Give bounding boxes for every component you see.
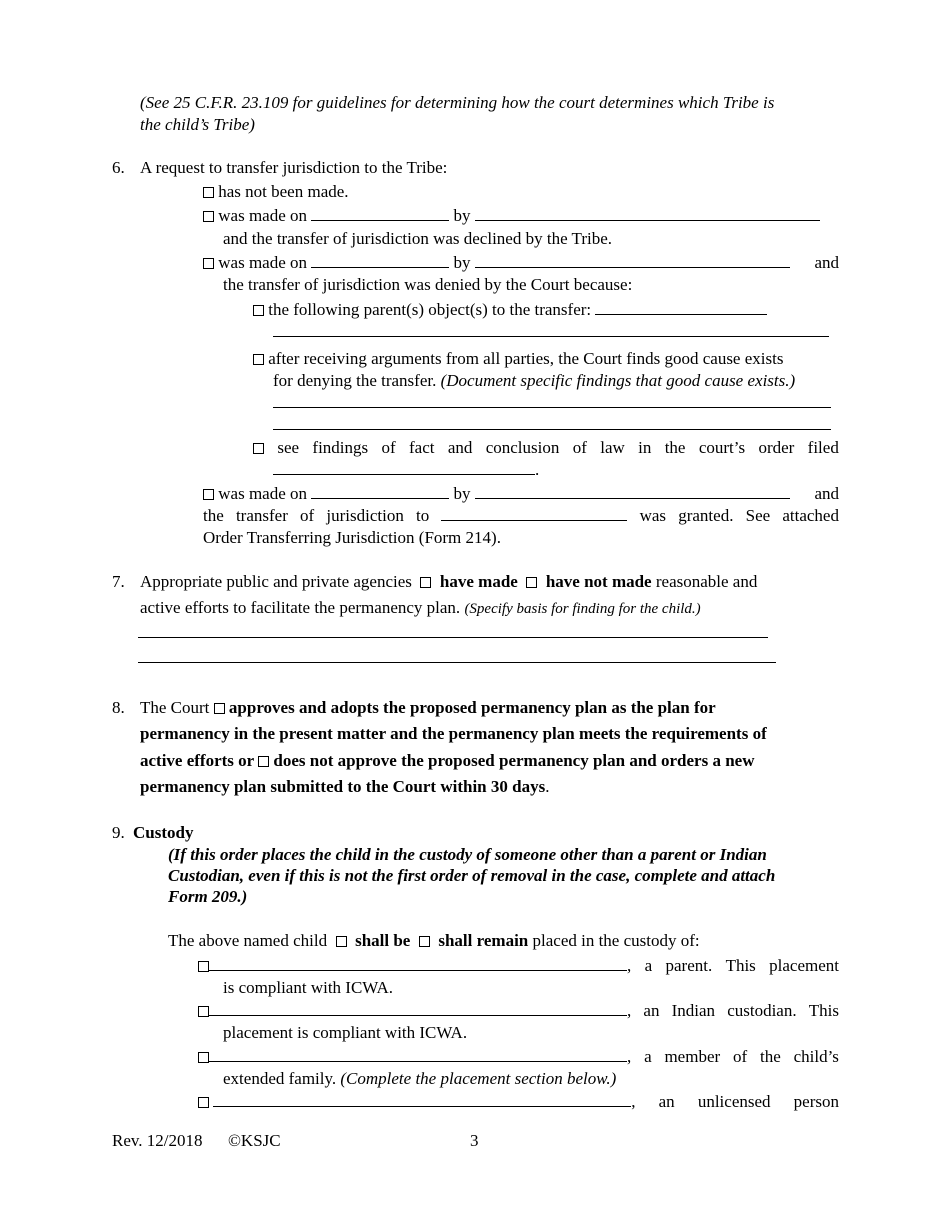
- approves-text: approves and adopts the proposed permanency plan as the plan for: [228, 698, 716, 717]
- parent-object-field[interactable]: [595, 300, 767, 315]
- word: jurisdiction: [326, 506, 404, 525]
- word: granted.: [678, 506, 734, 525]
- blank-line[interactable]: [138, 648, 776, 663]
- shall-be-label: shall be: [355, 931, 411, 950]
- word: person: [793, 1092, 839, 1111]
- option-parent: [198, 956, 839, 976]
- family-line-2-text: extended family.: [223, 1069, 337, 1088]
- word: See: [745, 506, 771, 525]
- was-made-on-label: was made on: [218, 484, 308, 503]
- item-7-text-start: Appropriate public and private agencies: [140, 572, 412, 591]
- period: .: [545, 777, 550, 796]
- word: an: [658, 1092, 675, 1111]
- checkbox-does-not-approve[interactable]: [258, 756, 269, 767]
- checkbox-findings[interactable]: [253, 443, 264, 454]
- have-not-made-label: have not made: [545, 572, 652, 591]
- footer-rev: Rev. 12/2018: [112, 1131, 203, 1150]
- word: Indian: [671, 1001, 716, 1020]
- item-7-field-1: [138, 623, 768, 643]
- word: findings: [312, 438, 369, 457]
- page-number: 3: [470, 1131, 479, 1150]
- checkbox-shall-remain[interactable]: [419, 936, 430, 947]
- family-name-field[interactable]: [209, 1047, 627, 1062]
- checkbox-shall-be[interactable]: [336, 936, 347, 947]
- granted-line-2: [203, 506, 839, 526]
- option-unlicensed: [198, 1092, 839, 1112]
- denied-line-2: the transfer of jurisdiction was denied by the Court because:: [223, 275, 633, 294]
- findings-date-line: [273, 460, 539, 480]
- good-cause-line-2: for denying the transfer.: [273, 371, 437, 390]
- custody-note-3: Form 209.): [168, 887, 248, 906]
- custody-note-1: (If this order places the child in the custody of someone other than a parent or Indian: [168, 845, 767, 864]
- word: a: [644, 1047, 652, 1066]
- checkbox-made-denied[interactable]: [203, 258, 214, 269]
- the-court-label: The Court: [140, 698, 210, 717]
- date-field[interactable]: [311, 253, 449, 268]
- word: court’s: [698, 438, 746, 457]
- word: unlicensed: [697, 1092, 771, 1111]
- word: member: [664, 1047, 721, 1066]
- item-8-line-1: [140, 698, 716, 718]
- item-7-line-2-text: active efforts to facilitate the permanency plan.: [140, 598, 461, 617]
- word: the: [203, 506, 224, 525]
- intro-note-line-2: the child’s Tribe): [140, 115, 255, 134]
- item-8-line-4-text: permanency plan submitted to the Court within 30 days: [140, 777, 546, 796]
- good-cause-field-2: [273, 415, 831, 435]
- by-field[interactable]: [475, 253, 790, 268]
- sub-findings: [253, 438, 839, 458]
- option-not-made: [203, 182, 349, 202]
- checkbox-custodian[interactable]: [198, 1006, 209, 1017]
- checkbox-parent-object[interactable]: [253, 305, 264, 316]
- was-made-on-label: was made on: [218, 206, 308, 225]
- word: of: [300, 506, 315, 525]
- good-cause-field-1: [273, 393, 831, 413]
- word: of: [732, 1047, 748, 1066]
- word: the: [664, 438, 686, 457]
- blank-line[interactable]: [273, 415, 831, 430]
- shall-remain-label: shall remain: [438, 931, 529, 950]
- parent-object-field-line-2: [273, 322, 829, 342]
- comma: ,: [627, 1047, 632, 1066]
- good-cause-line-2-wrap: [273, 371, 795, 391]
- checkbox-have-not-made[interactable]: [526, 577, 537, 588]
- word: conclusion: [485, 438, 560, 457]
- item-7-field-2: [138, 648, 776, 668]
- date-field[interactable]: [311, 484, 449, 499]
- was-made-on-label: was made on: [218, 253, 308, 272]
- by-field[interactable]: [475, 484, 790, 499]
- checkbox-parent[interactable]: [198, 961, 209, 972]
- sub-good-cause: [253, 349, 783, 369]
- word: of: [381, 438, 396, 457]
- child-custody-line: [168, 931, 700, 951]
- word: an: [643, 1001, 660, 1020]
- item-8-line-3: [140, 751, 755, 771]
- word: was: [639, 506, 667, 525]
- word: and: [447, 438, 473, 457]
- option-parent-line-2: is compliant with ICWA.: [223, 978, 393, 997]
- tribe-field[interactable]: [441, 506, 627, 521]
- item-7-line-2: [140, 598, 701, 619]
- option-custodian: [198, 1001, 839, 1021]
- word: to: [416, 506, 430, 525]
- unlicensed-name-field[interactable]: [213, 1092, 631, 1107]
- word: a: [644, 956, 653, 975]
- blank-line[interactable]: [273, 393, 831, 408]
- blank-line[interactable]: [273, 322, 829, 337]
- order-filed-field[interactable]: [273, 460, 535, 475]
- word: This: [725, 956, 756, 975]
- by-label: by: [453, 253, 471, 272]
- granted-line-3: Order Transferring Jurisdiction (Form 214).: [203, 528, 501, 547]
- custody-title: Custody: [133, 823, 194, 842]
- word: transfer: [235, 506, 288, 525]
- word: of: [572, 438, 587, 457]
- checkbox-family[interactable]: [198, 1052, 209, 1063]
- parent-name-field[interactable]: [209, 956, 627, 971]
- word: law: [600, 438, 625, 457]
- child-text-end: placed in the custody of:: [532, 931, 700, 950]
- by-label: by: [453, 206, 471, 225]
- option-made-denied: [203, 253, 839, 273]
- item-7-line-1: [140, 572, 757, 592]
- have-made-label: have made: [439, 572, 518, 591]
- word: the: [759, 1047, 781, 1066]
- does-not-approve-text: does not approve the proposed permanency plan and orders a new: [273, 751, 755, 770]
- custodian-name-field[interactable]: [209, 1001, 627, 1016]
- sub-parent-object: [253, 300, 767, 320]
- word: order: [758, 438, 795, 457]
- item-8-line-4: [140, 777, 549, 797]
- and-label: and: [814, 484, 839, 503]
- checkbox-unlicensed[interactable]: [198, 1097, 209, 1108]
- date-field[interactable]: [311, 206, 449, 221]
- option-custodian-line-2: placement is compliant with ICWA.: [223, 1023, 468, 1042]
- footer-copyright: ©KSJC: [228, 1131, 281, 1150]
- item-6-number: 6.: [112, 158, 125, 177]
- option-family: [198, 1047, 839, 1067]
- word: attached: [782, 506, 839, 525]
- word: placement: [769, 956, 839, 975]
- option-made-declined: [203, 206, 839, 226]
- word: parent.: [665, 956, 713, 975]
- word: custodian.: [727, 1001, 797, 1020]
- good-cause-note: (Document specific findings that good cause exists.): [440, 371, 796, 390]
- by-label: by: [453, 484, 471, 503]
- period: .: [535, 460, 540, 479]
- option-not-made-label: has not been made.: [218, 182, 349, 201]
- word: This: [808, 1001, 839, 1020]
- and-label: and: [814, 253, 839, 272]
- checkbox-made-declined[interactable]: [203, 211, 214, 222]
- item-6-text: A request to transfer jurisdiction to the Tribe:: [140, 158, 448, 177]
- by-field[interactable]: [475, 206, 820, 221]
- word: fact: [409, 438, 435, 457]
- item-7-number: 7.: [112, 572, 125, 591]
- word: see: [277, 438, 300, 457]
- checkbox-made-granted[interactable]: [203, 489, 214, 500]
- child-text: The above named child: [168, 931, 328, 950]
- blank-line[interactable]: [138, 623, 768, 638]
- good-cause-line-1: after receiving arguments from all parties, the Court finds good cause exists: [268, 349, 784, 368]
- checkbox-have-made[interactable]: [420, 577, 431, 588]
- checkbox-not-made[interactable]: [203, 187, 214, 198]
- option-family-line-2: [223, 1069, 616, 1089]
- parent-object-label: the following parent(s) object(s) to the transfer:: [268, 300, 592, 319]
- item-7-text-end: reasonable and: [655, 572, 758, 591]
- item-7-note: (Specify basis for finding for the child.): [464, 601, 701, 617]
- comma: ,: [627, 956, 632, 975]
- comma: ,: [627, 1001, 632, 1020]
- family-note: (Complete the placement section below.): [340, 1069, 617, 1088]
- item-8-number: 8.: [112, 698, 125, 717]
- custody-note-2: Custodian, even if this is not the first order of removal in the case, complete and attach: [168, 866, 776, 885]
- item-9-number: 9.: [112, 823, 125, 842]
- intro-note-line-1: (See 25 C.F.R. 23.109 for guidelines for determining how the court determines which Tribe is: [140, 93, 775, 112]
- declined-line-2: and the transfer of jurisdiction was declined by the Tribe.: [223, 229, 613, 248]
- option-made-granted: [203, 484, 839, 504]
- checkbox-good-cause[interactable]: [253, 354, 264, 365]
- word: child’s: [793, 1047, 839, 1066]
- word: filed: [807, 438, 839, 457]
- checkbox-approves[interactable]: [214, 703, 225, 714]
- word: in: [638, 438, 652, 457]
- comma: ,: [631, 1092, 636, 1111]
- item-8-line-2: permanency in the present matter and the permanency plan meets the requirements of: [140, 724, 767, 743]
- active-efforts-text: active efforts or: [140, 751, 254, 770]
